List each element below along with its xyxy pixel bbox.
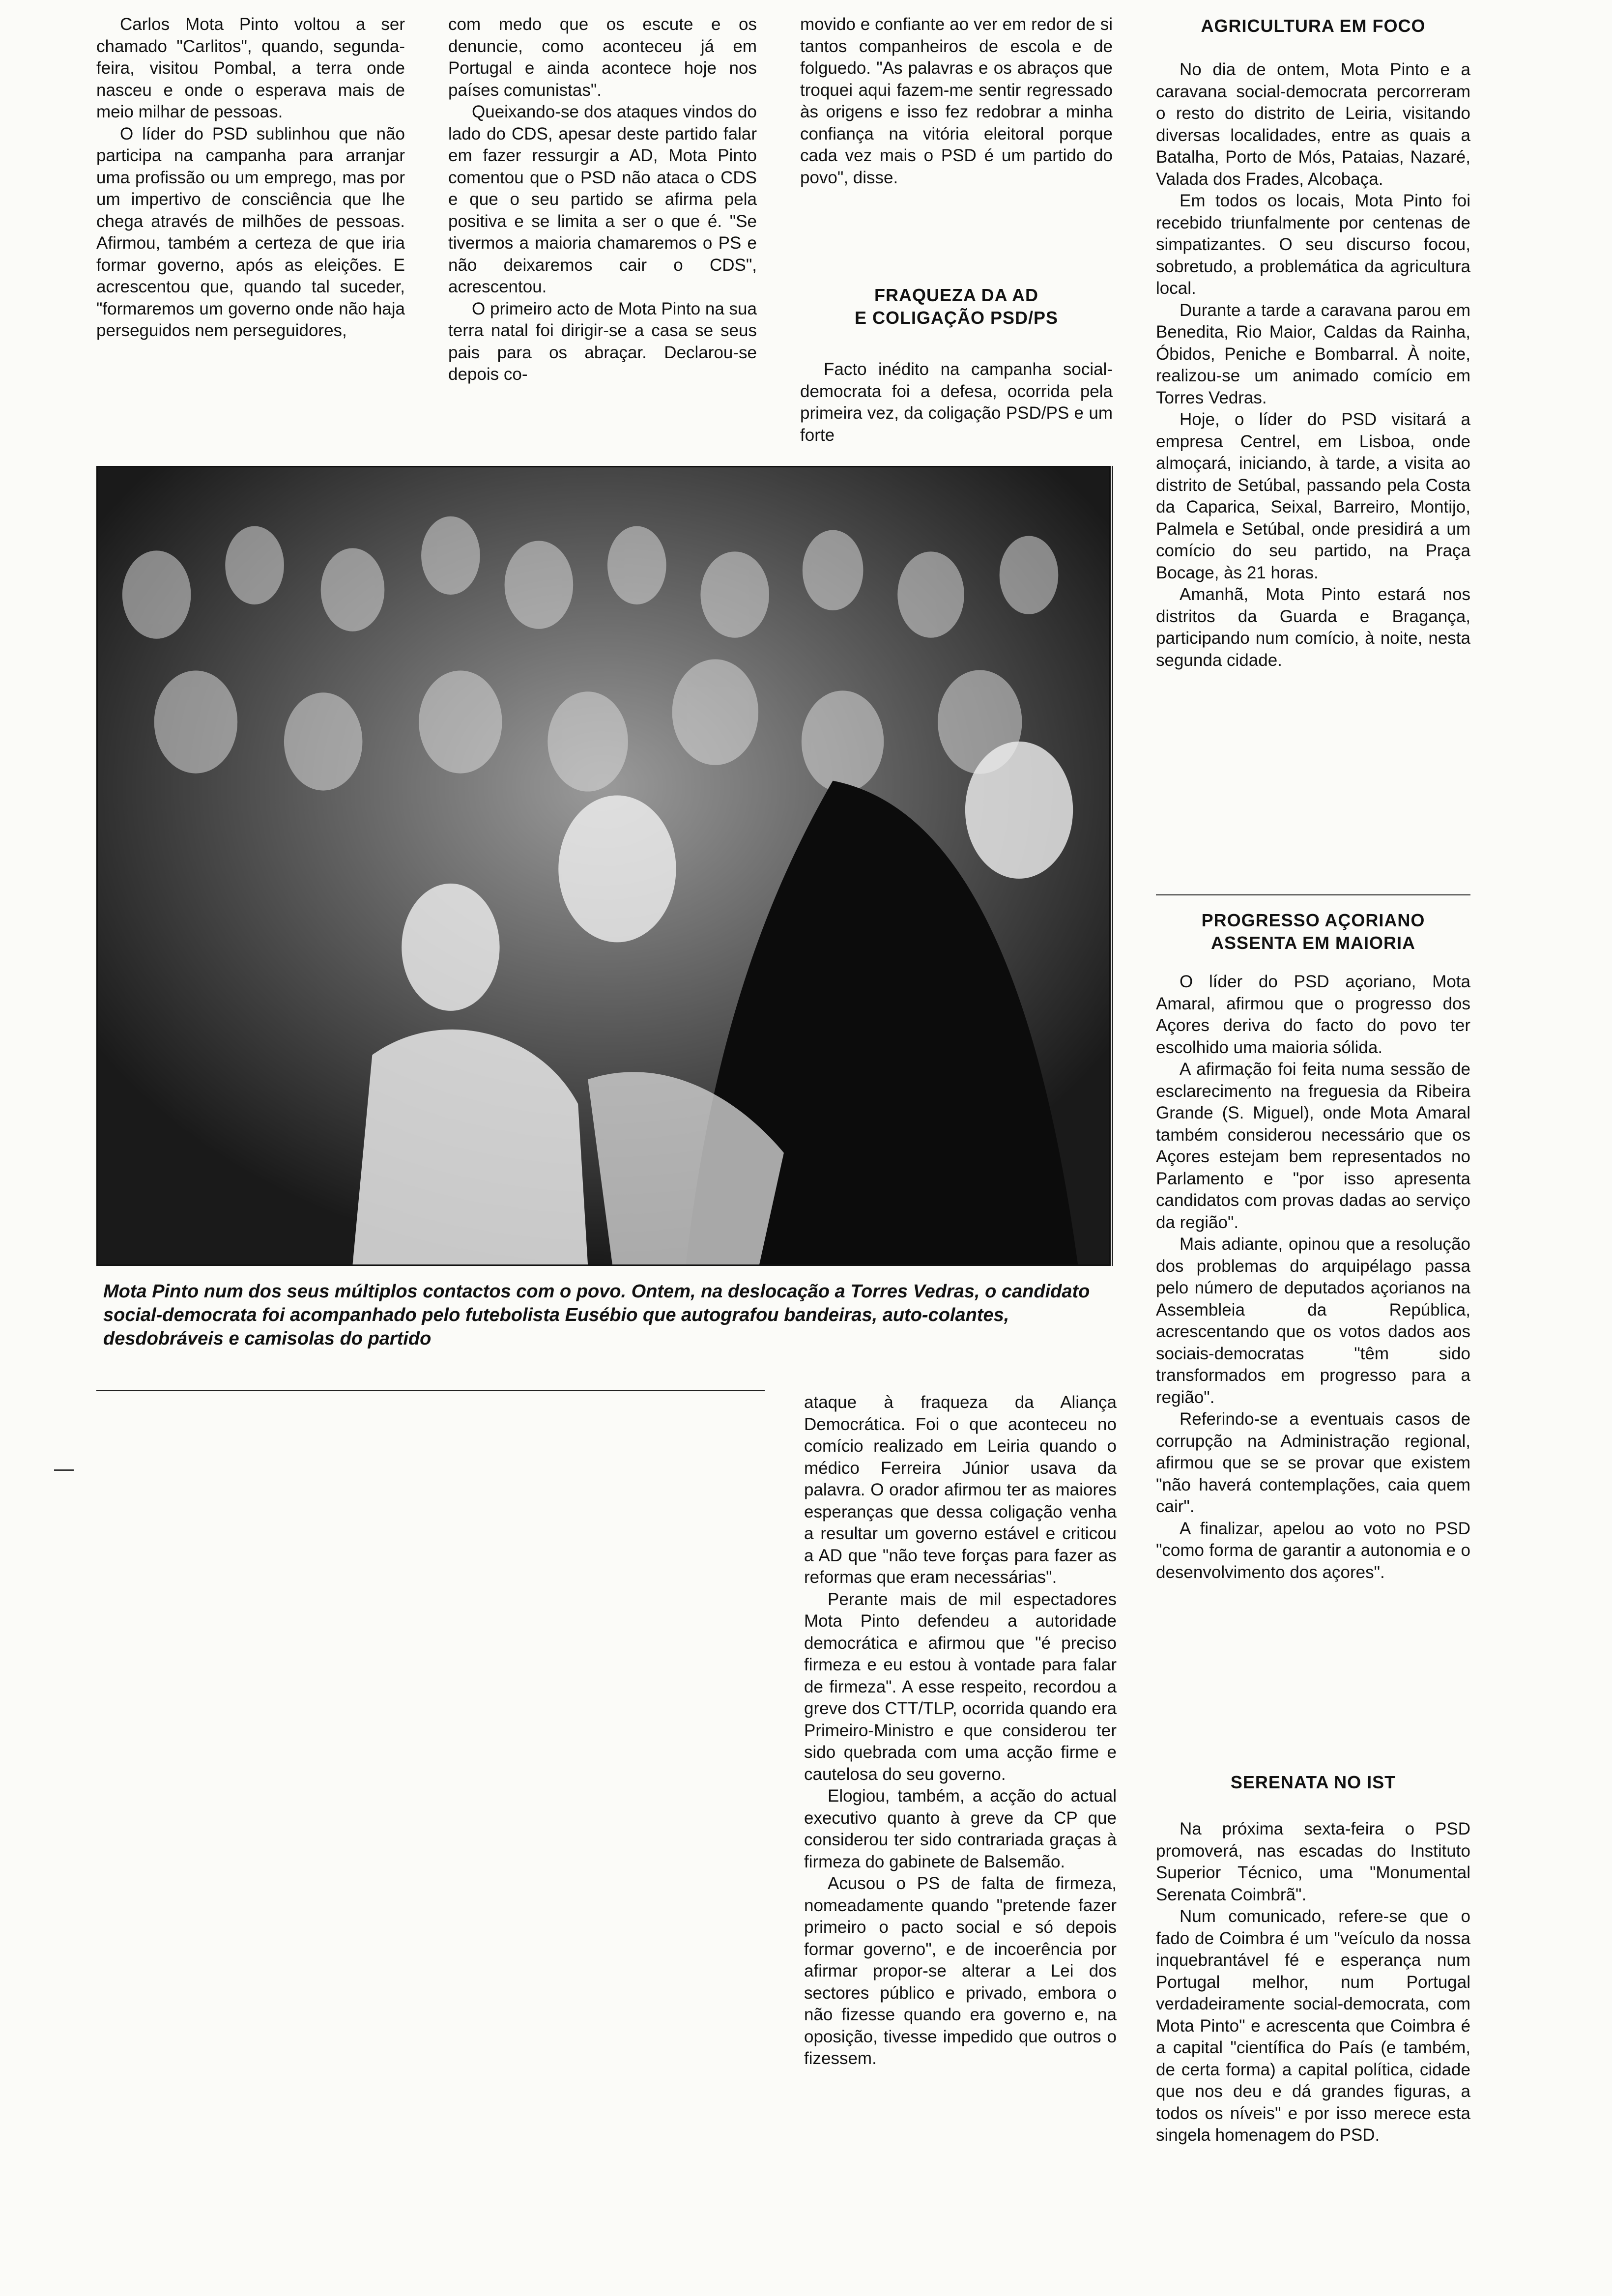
paragraph: Hoje, o líder do PSD visitará a empresa Centrel, em Lisboa, onde almoçará, iniciando, à tarde, a visita ao distrito de Setúbal, passando pela Costa da Caparica, Seixal, Barreiro, Montijo, Palmela e Setúbal, onde presidirá a um comício do seu partido, na Praça Bocage, às 21 horas. [1156, 410, 1470, 582]
article-column-4-acores [1156, 971, 1470, 1757]
paragraph: com medo que os escute e os denuncie, como aconteceu já em Portugal e ainda acontece hoje nos países comunistas". [448, 15, 757, 100]
paragraph: O primeiro acto de Mota Pinto na sua terra natal foi dirigir-se a casa se seus pais para os abraçar. Declarou-se depois co- [448, 299, 757, 384]
section-heading-fraqueza-ad [800, 284, 1113, 329]
paragraph: Em todos os locais, Mota Pinto foi recebido triunfalmente por centenas de simpatizantes. O seu discurso focou, sobretudo, a problemática da agricultura local. [1156, 191, 1470, 298]
paragraph: ataque à fraqueza da Aliança Democrática. Foi o que aconteceu no comício realizado em Leiria quando o médico Ferreira Júnior usava da palavra. O orador afirmou ter as maiores esperanças que dessa coligação venha a resultar um governo estável e criticou a AD que "não teve forças para fazer as reformas que eram necessárias". [804, 1393, 1117, 1587]
paragraph: Queixando-se dos ataques vindos do lado do CDS, apesar deste partido falar em fazer ressurgir a AD, Mota Pinto comentou que o PSD não ataca o CDS e que o seu partido se afirma pela positiva e se limita a ser o que é. "Se tivermos a maioria chamaremos o PS e não deixaremos cair o CDS", acrescentou. [448, 102, 757, 296]
heading-line: E COLIGAÇÃO PSD/PS [854, 308, 1059, 328]
article-column-1 [96, 14, 405, 456]
article-column-3-continued [800, 359, 1113, 457]
paragraph: Carlos Mota Pinto voltou a ser chamado "Carlitos", quando, segunda-feira, visitou Pombal, a terra onde nasceu e onde o esperava mais de meio milhar de pessoas. [96, 15, 405, 121]
article-column-3-lower [804, 1392, 1117, 2291]
paragraph: O líder do PSD açoriano, Mota Amaral, afirmou que o progresso dos Açores deriva do facto do povo ter escolhido uma maioria sólida. [1156, 972, 1470, 1057]
paragraph: No dia de ontem, Mota Pinto e a caravana social-democrata percorreram o resto do distrito de Leiria, visitando diversas localidades, entre as quais a Batalha, Porto de Mós, Pataias, Nazaré, Valada dos Frades, Alcobaça. [1156, 60, 1470, 189]
paragraph: Amanhã, Mota Pinto estará nos distritos da Guarda e Bragança, participando num comício, à noite, nesta segunda cidade. [1156, 585, 1470, 670]
paragraph: Referindo-se a eventuais casos de corrupção na Administração regional, afirmou que se se provar que existem "não haverá contemplações, caia quem cair". [1156, 1409, 1470, 1516]
paragraph: movido e confiante ao ver em redor de si tantos companheiros de escola e de folguedo. "As palavras e os abraços que troquei aqui fazem-me sentir regressado às origens e isso fez redobrar a minha confiança na vitória eleitoral porque cada vez mais o PSD é um partido do povo", disse. [800, 15, 1113, 187]
paragraph: Acusou o PS de falta de firmeza, nomeadamente quando "pretende fazer primeiro o pacto social e só depois formar governo", e de incoerência por afirmar propor-se alterar a Lei dos sectores público e privado, embora o não fizesse quando era governo e, na oposição, tivesse impedido que outros o fizessem. [804, 1874, 1117, 2068]
section-heading-progresso-acoriano [1156, 909, 1470, 954]
paragraph: Elogiou, também, a acção do actual executivo quanto à greve da CP que considerou ter sido contrariada graças à firmeza do gabinete de Balsemão. [804, 1786, 1117, 1871]
article-column-4-serenata [1156, 1818, 1470, 2290]
paragraph: A afirmação foi feita numa sessão de esclarecimento na freguesia da Ribeira Grande (S. Miguel), onde Mota Amaral também considerou necessário que os Açores estejam bem representados no Parlamento e "por isso apresenta candidatos com provas dadas ao serviço da região". [1156, 1060, 1470, 1232]
article-column-3 [800, 14, 1113, 259]
divider-line [96, 1390, 765, 1391]
article-column-2 [448, 14, 757, 456]
paragraph: Na próxima sexta-feira o PSD promoverá, nas escadas do Instituto Superior Técnico, uma "Monumental Serenata Coimbrã". [1156, 1819, 1470, 1904]
heading-line: ASSENTA EM MAIORIA [1210, 933, 1415, 953]
divider-line [1156, 894, 1470, 895]
photo-right-rule [1112, 466, 1113, 1266]
paragraph: Num comunicado, refere-se que o fado de Coimbra é um "veículo da nossa inquebrantável fé e esperança num Portugal melhor, num Portugal verdadeiramente social-democrata, com Mota Pinto" e acrescenta que Coimbra é a capital "científica do País (e também, de certa forma) a capital política, cidade que nos deu e dá grandes figuras, a todos os níveis" e por isso merece esta singela homenagem do PSD. [1156, 1907, 1470, 2145]
paragraph: A finalizar, apelou ao voto no PSD "como forma de garantir a autonomia e o desenvolvimento dos açores". [1156, 1519, 1470, 1582]
paragraph: Durante a tarde a caravana parou em Benedita, Rio Maior, Caldas da Rainha, Óbidos, Peniche e Bombarral. À noite, realizou-se um animado comício em Torres Vedras. [1156, 300, 1470, 407]
news-photo [96, 466, 1111, 1266]
crowd-photo-illustration [98, 467, 1109, 1264]
photo-caption: Mota Pinto num dos seus múltiplos contactos com o povo. Ontem, na deslocação a Torres Vedras, o candidato social-democrata foi acompanhado pelo futebolista Eusébio que autografou bandeiras, auto-colantes, desdobráveis e camisolas do partido [103, 1281, 1090, 1349]
section-heading-agricultura: AGRICULTURA EM FOCO [1201, 16, 1426, 36]
heading-line: PROGRESSO AÇORIANO [1201, 910, 1425, 930]
paragraph: O líder do PSD sublinhou que não participa na campanha para arranjar uma profissão ou um emprego, mas por um impertivo de consciência que lhe chega através de milhões de pessoas. Afirmou, também a certeza de que iria formar governo, após as eleições. E acrescentou que, quando tal suceder, "formaremos um governo onde não haja perseguidos nem perseguidores, [96, 124, 405, 340]
section-heading-serenata: SERENATA NO IST [1230, 1772, 1396, 1792]
article-column-4 [1156, 59, 1470, 875]
paragraph: Mais adiante, opinou que a resolução dos problemas do arquipélago passa pelo número de deputados açorianos na Assembleia da República, acrescentando que os votos dados aos sociais-democratas "têm sido transformados em progresso para a região". [1156, 1234, 1470, 1407]
paragraph: Facto inédito na campanha social-democrata foi a defesa, ocorrida pela primeira vez, da coligação PSD/PS e um forte [800, 360, 1113, 445]
margin-mark [54, 1469, 74, 1471]
paragraph: Perante mais de mil espectadores Mota Pinto defendeu a autoridade democrática e afirmou que "é preciso firmeza e eu estou à vontade para falar de firmeza". A esse respeito, recordou a greve dos CTT/TLP, ocorrida quando era Primeiro-Ministro e que considerou ter sido quebrada com uma acção firme e cautelosa do seu governo. [804, 1589, 1117, 1784]
heading-line: FRAQUEZA DA AD [874, 285, 1038, 305]
